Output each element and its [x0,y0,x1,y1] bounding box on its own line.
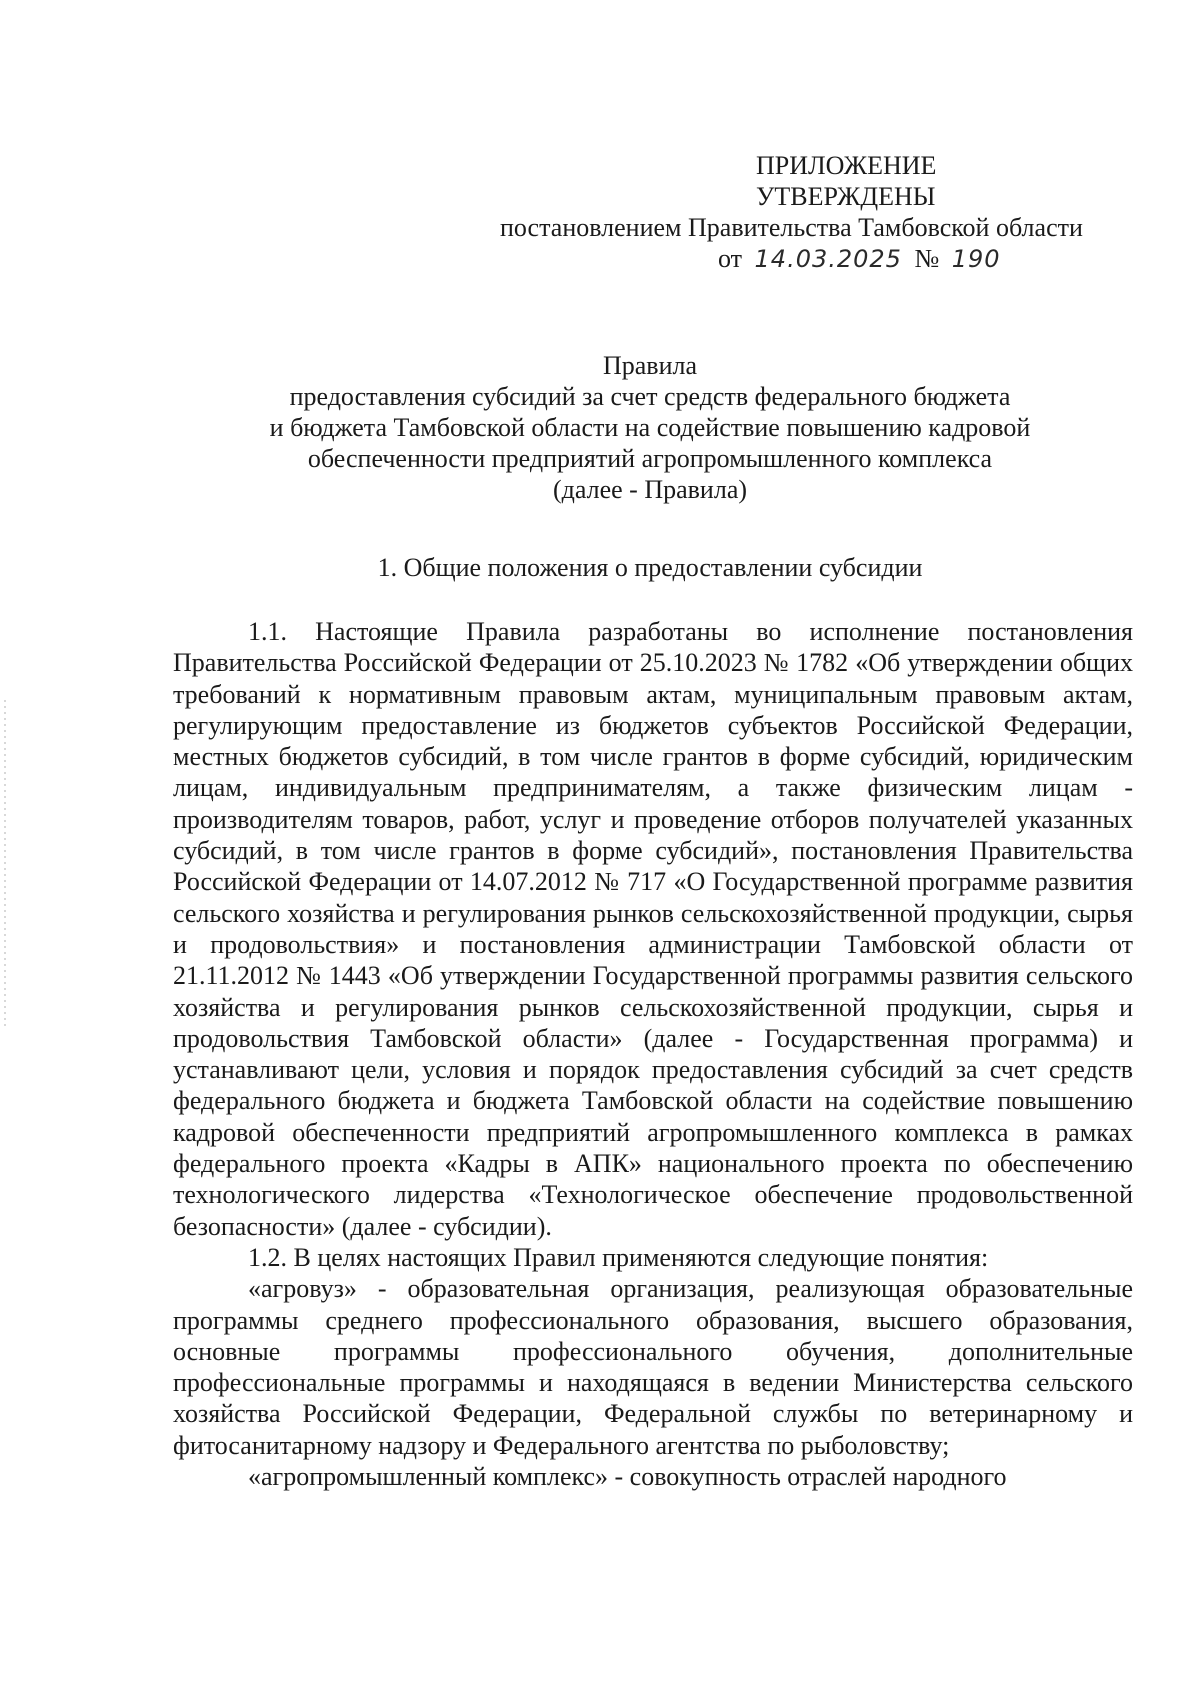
paragraph: «агропромышленный комплекс» - совокупность отраслей народного [248,1462,1007,1492]
date-prefix: от [718,244,743,273]
appendix-label: ПРИЛОЖЕНИЕ [756,151,937,180]
title-line: предоставления субсидий за счет средств федерального бюджета [289,382,1011,411]
paragraph: 1.1. Настоящие Правила разработаны во исполнение постановления Правительства Российской Федерации от 25.10.2023 № 1782 «Об утверждении общих требований к нормативным правовым актам, муниципальным правовым актам, регулирующим предоставление из бюджетов субъектов Российской Федерации, местных бюджетов субсидий, в том числе грантов в форме субсидий, юридическим лицам, индивидуальным предпринимателям, а также физическим лицам - производителям товаров, работ, услуг и проведение отборов получателей указанных субсидий, в том числе грантов в форме субсидий», постановления Правительства Российской Федерации от 14.07.2012 № 717 «О Государственной программе развития сельского хозяйства и регулирования рынков сельскохозяйственной продукции, сырья и продовольствия» и постановления администрации Тамбовской области от 21.11.2012 № 1443 «Об утверждении Государственной программы развития сельского хозяйства и регулирования рынков сельскохозяйственной продукции, сырья и продовольствия Тамбовской области» (далее - Государственная программа) и устанавливают цели, условия и порядок предоставления субсидий за счет средств федерального бюджета и бюджета Тамбовской области на содействие повышению кадровой обеспеченности предприятий агропромышленного комплекса в рамках федерального проекта «Кадры в АПК» национального проекта по обеспечению технологического лидерства «Технологическое обеспечение продовольственной безопасности» (далее - субсидии). [173,617,1133,1241]
approval-header [500,150,1140,275]
section-heading: 1. Общие положения о предоставлении субсидии [377,553,923,582]
resolution-line: постановлением Правительства Тамбовской области [500,213,1083,242]
handwritten-date: 14.03.2025 [754,245,902,273]
handwritten-number: 190 [951,245,1001,273]
document-title [170,350,1130,505]
document-body [173,616,1133,1492]
approved-label: УТВЕРЖДЕНЫ [756,182,936,211]
title-line: (далее - Правила) [552,475,748,504]
title-line: и бюджета Тамбовской области на содействие повышению кадровой [269,413,1031,442]
title-line: обеспеченности предприятий агропромышленного комплекса [307,444,993,473]
paragraph: 1.2. В целях настоящих Правил применяются следующие понятия: [248,1242,989,1272]
date-number-line [718,243,1140,275]
scan-edge-mark [4,700,6,1030]
number-prefix: № [914,244,940,273]
title-line: Правила [602,351,698,380]
paragraph: «агровуз» - образовательная организация, реализующая образовательные программы среднего профессионального образования, высшего образования, основные программы профессионального обучения, дополнительные профессиональные программы и находящаяся в ведении Министерства сельского хозяйства Российской Федерации, Федеральной службы по ветеринарному и фитосанитарному надзору и Федерального агентства по рыболовству; [173,1274,1133,1460]
